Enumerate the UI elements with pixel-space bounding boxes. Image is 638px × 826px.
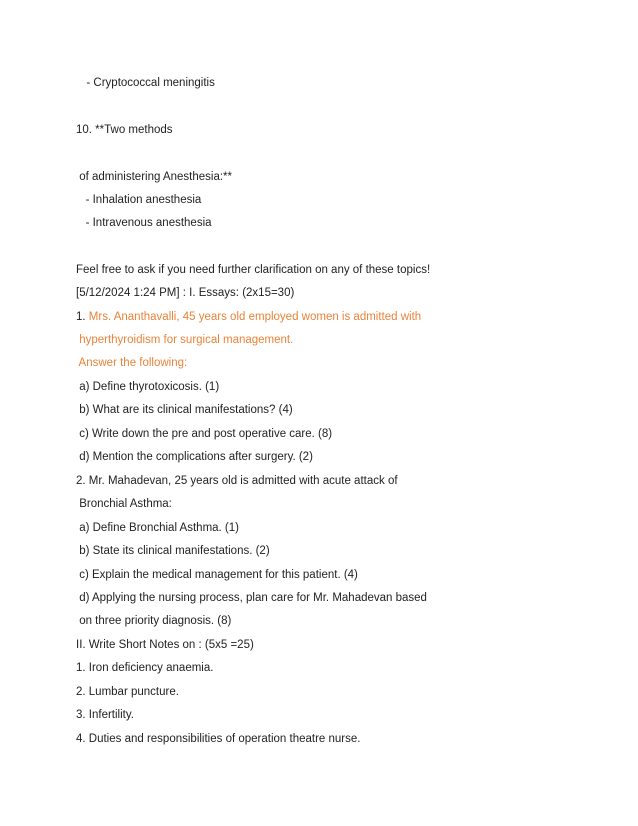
text-line: on three priority diagnosis. (8) bbox=[76, 615, 232, 627]
text-line: Bronchial Asthma: bbox=[76, 498, 172, 510]
text-line: c) Explain the medical management for this patient. (4) bbox=[76, 569, 358, 581]
text-line: b) What are its clinical manifestations? (4) bbox=[76, 404, 293, 416]
highlighted-text: hyperthyroidism for surgical management. bbox=[76, 334, 294, 346]
text-line: 2. Lumbar puncture. bbox=[76, 686, 179, 698]
question-number: 1. bbox=[76, 311, 89, 323]
text-line: II. Write Short Notes on : (5x5 =25) bbox=[76, 639, 254, 651]
text-line: 2. Mr. Mahadevan, 25 years old is admitted with acute attack of bbox=[76, 475, 398, 487]
text-line: a) Define Bronchial Asthma. (1) bbox=[76, 522, 239, 534]
text-line: a) Define thyrotoxicosis. (1) bbox=[76, 381, 220, 393]
highlighted-text: Mrs. Ananthavalli, 45 years old employed women is admitted with bbox=[88, 311, 422, 323]
text-line: of administering Anesthesia:** bbox=[76, 171, 232, 183]
text-line: 3. Infertility. bbox=[76, 709, 134, 721]
text-line: Feel free to ask if you need further clarification on any of these topics! bbox=[76, 264, 431, 276]
text-line: c) Write down the pre and post operative care. (8) bbox=[76, 428, 333, 440]
text-line: b) State its clinical manifestations. (2) bbox=[76, 545, 270, 557]
text-line: - Intravenous anesthesia bbox=[76, 217, 212, 229]
text-line: 1. Iron deficiency anaemia. bbox=[76, 662, 214, 674]
text-line: - Inhalation anesthesia bbox=[76, 194, 202, 206]
question-heading bbox=[76, 310, 421, 324]
text-line: - Cryptococcal meningitis bbox=[80, 77, 215, 89]
highlighted-text: Answer the following: bbox=[76, 357, 188, 369]
text-line: 10. **Two methods bbox=[76, 124, 173, 136]
text-line: d) Mention the complications after surgery. (2) bbox=[76, 451, 313, 463]
text-line: d) Applying the nursing process, plan care for Mr. Mahadevan based bbox=[76, 592, 427, 604]
text-line: 4. Duties and responsibilities of operation theatre nurse. bbox=[76, 733, 361, 745]
text-line: [5/12/2024 1:24 PM] : I. Essays: (2x15=30) bbox=[76, 287, 295, 299]
